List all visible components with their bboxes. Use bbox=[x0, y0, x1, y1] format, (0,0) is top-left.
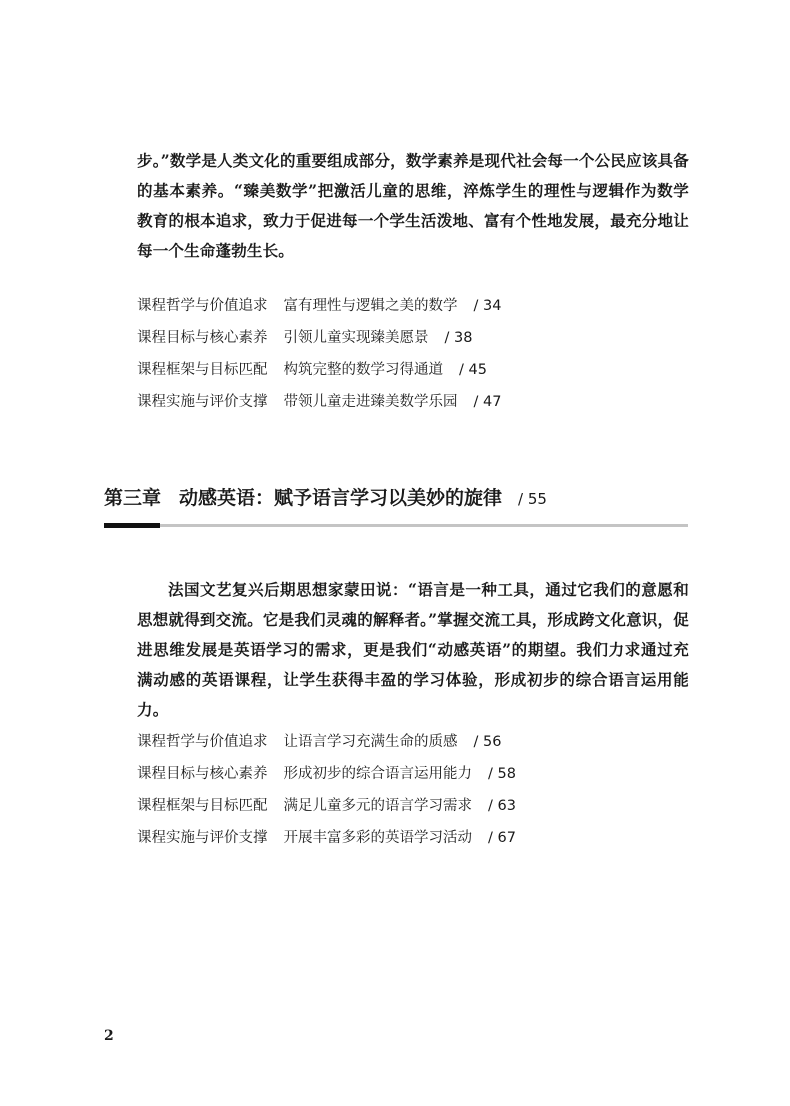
toc-entry[interactable] bbox=[137, 790, 516, 822]
toc-entry-page: / 47 bbox=[473, 394, 502, 410]
toc-entry-title: 形成初步的综合语言运用能力 bbox=[283, 766, 472, 782]
chapter-page: / 55 bbox=[518, 490, 547, 508]
toc-entry-page: / 67 bbox=[488, 830, 516, 846]
toc-entry-title: 开展丰富多彩的英语学习活动 bbox=[283, 830, 472, 846]
toc-entry-category: 课程目标与核心素养 bbox=[137, 330, 268, 346]
toc-entry-category: 课程实施与评价支撑 bbox=[137, 830, 268, 846]
chapter-title: 动感英语：赋予语言学习以美妙的旋律 bbox=[179, 487, 503, 509]
toc-entry-page: / 34 bbox=[473, 298, 502, 314]
math-toc-list bbox=[137, 290, 501, 418]
page-number: 2 bbox=[104, 1028, 114, 1044]
toc-entry-page: / 56 bbox=[473, 734, 502, 750]
toc-entry-category: 课程框架与目标匹配 bbox=[137, 798, 268, 814]
toc-entry-page: / 58 bbox=[488, 766, 516, 782]
english-toc-list bbox=[137, 726, 516, 854]
toc-entry-title: 引领儿童实现臻美愿景 bbox=[283, 330, 429, 346]
toc-entry-category: 课程实施与评价支撑 bbox=[137, 394, 268, 410]
chapter-intro-paragraph: 法国文艺复兴后期思想家蒙田说：“语言是一种工具，通过它我们的意愿和思想就得到交流。它是我们灵魂的解释者。”掌握交流工具，形成跨文化意识，促进思维发展是英语学习的需求，更是我们“动感英语”的期望。我们力求通过充满动感的英语课程，让学生获得丰盈的学习体验，形成初步的综合语言运用能力。 bbox=[137, 580, 689, 719]
toc-entry-page: / 45 bbox=[459, 362, 487, 378]
toc-entry[interactable] bbox=[137, 354, 501, 386]
toc-entry[interactable] bbox=[137, 726, 516, 758]
chapter-rule bbox=[160, 524, 688, 527]
math-section-paragraph: 步。”数学是人类文化的重要组成部分，数学素养是现代社会每一个公民应该具备的基本素养。“臻美数学”把激活儿童的思维，淬炼学生的理性与逻辑作为数学教育的根本追求，致力于促进每一个学生活泼地、富有个性地发展，最充分地让每一个生命蓬勃生长。 bbox=[137, 151, 689, 260]
toc-entry[interactable] bbox=[137, 386, 501, 418]
toc-entry-title: 带领儿童走进臻美数学乐园 bbox=[283, 394, 458, 410]
toc-entry-category: 课程目标与核心素养 bbox=[137, 766, 268, 782]
toc-entry[interactable] bbox=[137, 322, 501, 354]
toc-entry-title: 构筑完整的数学习得通道 bbox=[283, 362, 443, 378]
toc-entry[interactable] bbox=[137, 290, 501, 322]
toc-entry-category: 课程框架与目标匹配 bbox=[137, 362, 268, 378]
toc-entry-category: 课程哲学与价值追求 bbox=[137, 298, 268, 314]
toc-entry-category: 课程哲学与价值追求 bbox=[137, 734, 268, 750]
toc-entry-title: 满足儿童多元的语言学习需求 bbox=[283, 798, 472, 814]
toc-entry[interactable] bbox=[137, 822, 516, 854]
toc-entry-title: 富有理性与逻辑之美的数学 bbox=[283, 298, 458, 314]
chapter-rule-accent bbox=[104, 523, 160, 528]
toc-entry-page: / 38 bbox=[444, 330, 473, 346]
chapter-number: 第三章 bbox=[104, 487, 162, 509]
toc-entry-title: 让语言学习充满生命的质感 bbox=[283, 734, 458, 750]
toc-entry[interactable] bbox=[137, 758, 516, 790]
toc-entry-page: / 63 bbox=[488, 798, 516, 814]
chapter-heading[interactable] bbox=[104, 483, 688, 510]
